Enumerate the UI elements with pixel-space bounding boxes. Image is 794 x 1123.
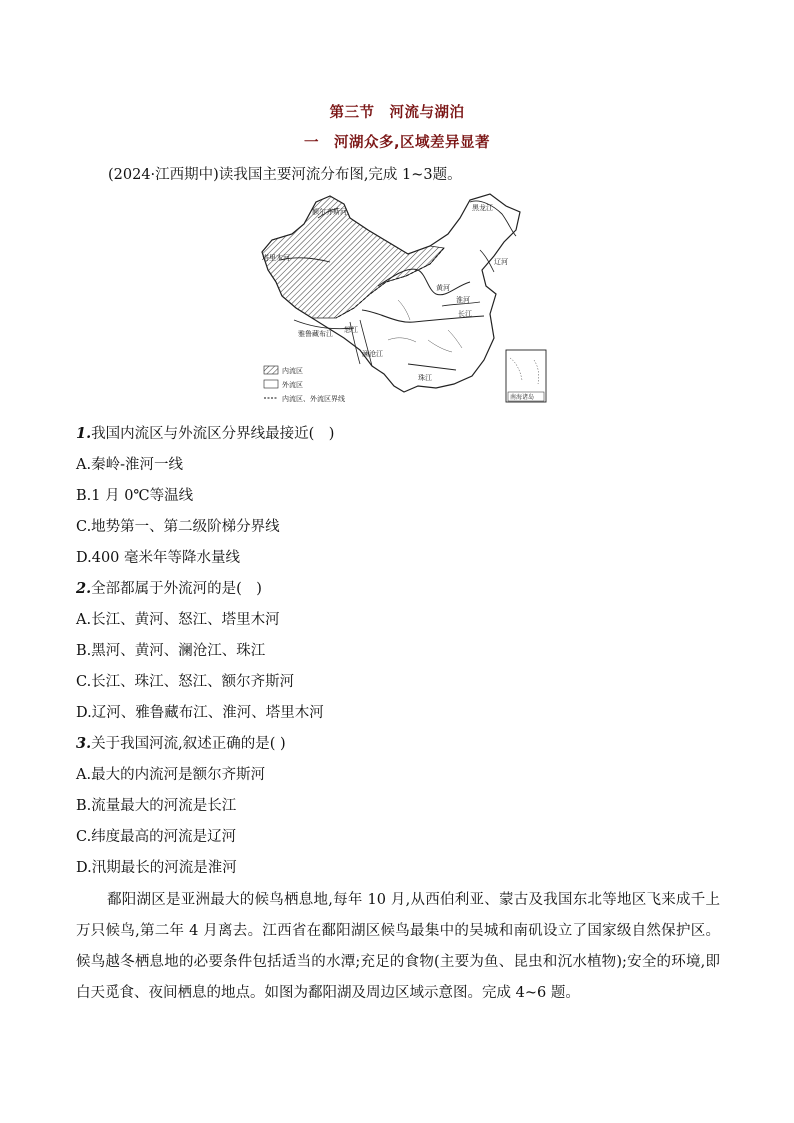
legend-inner-swatch (264, 366, 278, 374)
label-nanhai: 南海诸岛 (510, 394, 535, 401)
question-3-option-a: A.最大的内流河是额尔齐斯河 (76, 767, 266, 783)
question-1-number: 1. (76, 425, 92, 442)
label-heilong: 黑龙江 (472, 204, 493, 212)
question-3 (76, 734, 286, 754)
subsection-title: 一 河湖众多,区域差异显著 (303, 135, 490, 151)
legend-boundary-label: 内流区、外流区界线 (282, 395, 345, 403)
question-2-option-d: D.辽河、雅鲁藏布江、淮河、塔里木河 (76, 705, 324, 721)
label-talimu: 塔里木河 (262, 254, 290, 262)
label-chang: 长江 (458, 310, 472, 318)
question-2-stem: 全部都属于外流河的是( ) (91, 581, 262, 597)
section-title: 第三节 河流与湖泊 (329, 105, 465, 121)
question-2-option-a: A.长江、黄河、怒江、塔里木河 (76, 612, 280, 628)
question-3-number: 3. (76, 735, 92, 752)
label-zhu: 珠江 (418, 374, 432, 382)
label-nu: 怒江 (344, 326, 358, 334)
label-huai: 淮河 (456, 296, 470, 304)
question-1-option-d: D.400 毫米年等降水量线 (76, 550, 241, 566)
question-3-option-b: B.流量最大的河流是长江 (76, 798, 237, 814)
question-2 (76, 579, 262, 599)
question-3-option-c: C.纬度最高的河流是辽河 (76, 829, 237, 845)
passage-poyang-lake: 鄱阳湖区是亚洲最大的候鸟栖息地,每年 10 月,从西伯利亚、蒙古及我国东北等地区飞来成千上万只候鸟,第二年 4 月离去。江西省在鄱阳湖区候鸟最集中的吴城和南矶设立了国家级自然保护区。候鸟越冬栖息地的必要条件包括适当的水潭;充足的食物(主要为鱼、昆虫和沉水植物);安全的环境,即白天觅食、夜间栖息的地点。如图为鄱阳湖及周边区域示意图。完成 4~6 题。 (76, 892, 720, 1001)
question-1-stem: 我国内流区与外流区分界线最接近( ) (91, 426, 335, 442)
question-2-option-c: C.长江、珠江、怒江、额尔齐斯河 (76, 674, 295, 690)
question-2-number: 2. (76, 580, 92, 597)
legend-outer-swatch (264, 380, 278, 388)
label-erqisi: 额尔齐斯河 (312, 208, 347, 216)
question-1-option-a: A.秦岭-淮河一线 (76, 457, 183, 473)
label-liao: 辽河 (494, 258, 508, 266)
china-river-map (258, 190, 548, 410)
legend-outer-label: 外流区 (282, 381, 303, 389)
question-2-option-b: B.黑河、黄河、澜沧江、珠江 (76, 643, 266, 659)
label-huang: 黄河 (436, 284, 450, 292)
legend-inner-label: 内流区 (282, 367, 303, 375)
intro-text: (2024·江西期中)读我国主要河流分布图,完成 1~3题。 (108, 167, 462, 183)
question-3-option-d: D.汛期最长的河流是淮河 (76, 860, 237, 876)
label-lancang: 澜沧江 (362, 350, 383, 358)
question-1-option-c: C.地势第一、第二级阶梯分界线 (76, 519, 280, 535)
question-3-stem: 关于我国河流,叙述正确的是( ) (91, 736, 286, 752)
label-yaluzangbu: 雅鲁藏布江 (298, 330, 333, 338)
question-1-option-b: B.1 月 0℃等温线 (76, 488, 194, 504)
question-1 (76, 424, 334, 444)
